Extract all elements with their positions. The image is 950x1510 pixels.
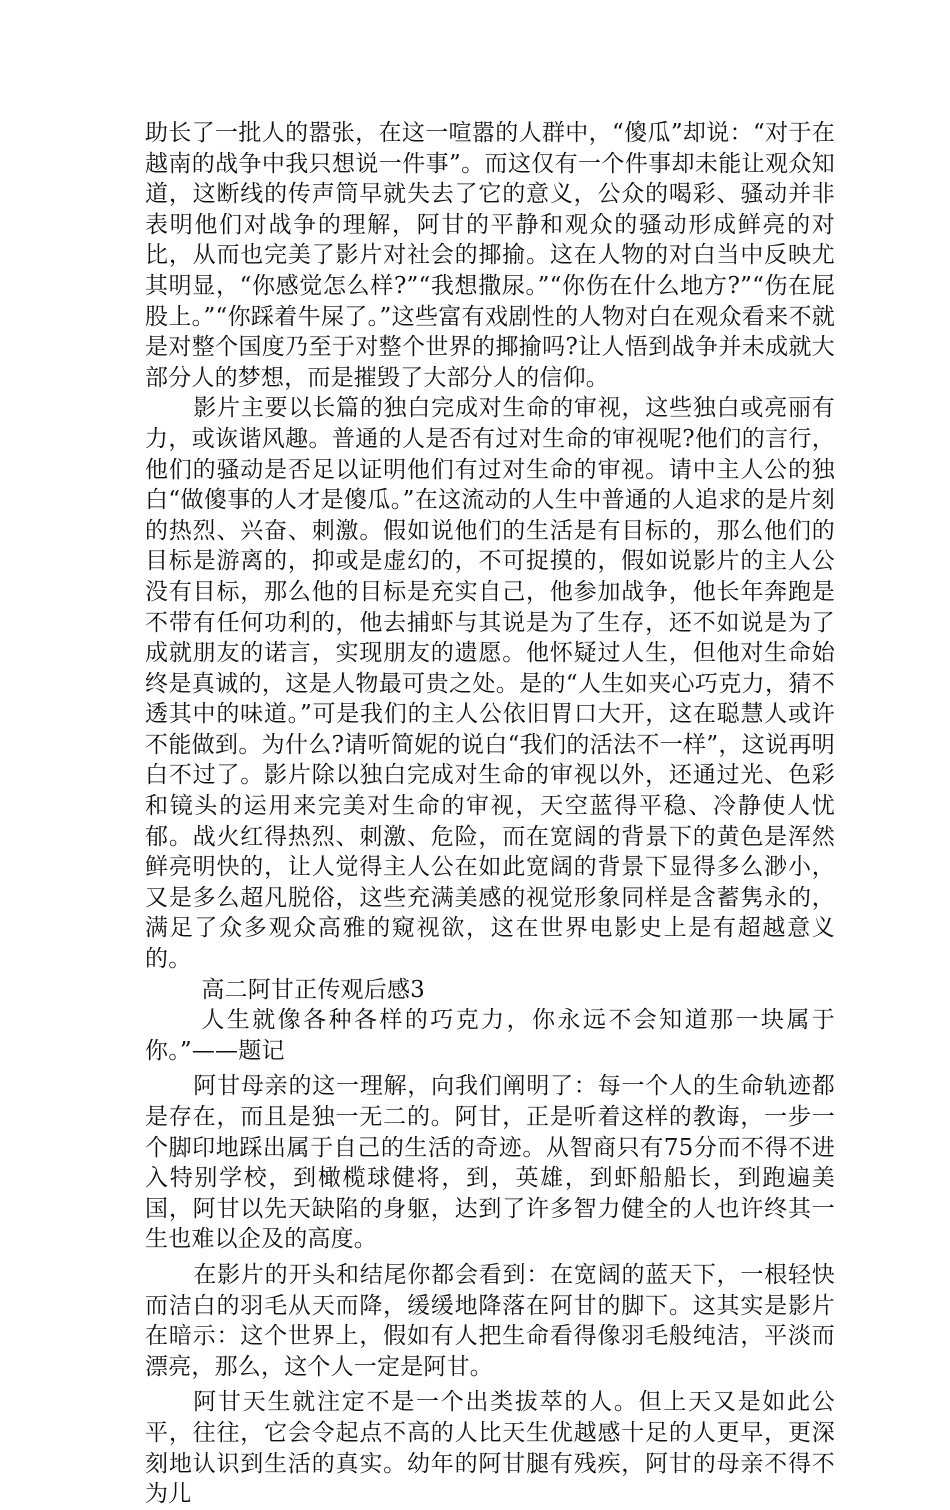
epigraph: 人生就像各种各样的巧克力，你永远不会知道那一块属于你。”——题记	[145, 1007, 835, 1064]
paragraph-continuation: 助长了一批人的嚣张，在这一喧嚣的人群中，“傻瓜”却说：“对于在越南的战争中我只想说一件事”。而这仅有一个件事却未能让观众知道，这断线的传声筒早就失去了它的意义，公众的喝彩、骚动并非表明他们对战争的理解，阿甘的平静和观众的骚动形成鲜亮的对比，从而也完美了影片对社会的揶揄。这在人物的对白当中反映尤其明显，“你感觉怎么样?”“我想撒尿。”“你伤在什么地方?”“伤在屁股上。”“你踩着牛屎了。”这些富有戏剧性的人物对白在观众看来不就是对整个国度乃至于对整个世界的揶揄吗?让人悟到战争并未成就大部分人的梦想，而是摧毁了大部分人的信仰。	[145, 120, 835, 391]
paragraph: 在影片的开头和结尾你都会看到：在宽阔的蓝天下，一根轻快而洁白的羽毛从天而降，缓缓地降落在阿甘的脚下。这其实是影片在暗示：这个世界上，假如有人把生命看得像羽毛般纯洁，平淡而漂亮，那么，这个人一定是阿甘。	[145, 1261, 835, 1380]
document-body	[145, 118, 835, 1510]
section-heading: 高二阿甘正传观后感3	[201, 976, 425, 1003]
paragraph: 阿甘母亲的这一理解，向我们阐明了：每一个人的生命轨迹都是存在，而且是独一无二的。阿甘，正是听着这样的教诲，一步一个脚印地踩出属于自己的生活的奇迹。从智商只有75分而不得不进入特别学校，到橄榄球健将，到，英雄，到虾船船长，到跑遍美国，阿甘以先天缺陷的身躯，达到了许多智力健全的人也许终其一生也难以企及的高度。	[145, 1073, 835, 1253]
paragraph: 影片主要以长篇的独白完成对生命的审视，这些独白或亮丽有力，或诙谐风趣。普通的人是否有过对生命的审视呢?他们的言行，他们的骚动是否足以证明他们有过对生命的审视。请中主人公的独白“做傻事的人才是傻瓜。”在这流动的人生中普通的人追求的是片刻的热烈、兴奋、刺激。假如说他们的生活是有目标的，那么他们的目标是游离的，抑或是虚幻的，不可捉摸的，假如说影片的主人公没有目标，那么他的目标是充实自己，他参加战争，他长年奔跑是不带有任何功利的，他去捕虾与其说是为了生存，还不如说是为了成就朋友的诺言，实现朋友的遗愿。他怀疑过人生，但他对生命始终是真诚的，这是人物最可贵之处。是的“人生如夹心巧克力，猜不透其中的味道。”可是我们的主人公依旧胃口大开，这在聪慧人或许不能做到。为什么?请听简妮的说白“我们的活法不一样”，这说再明白不过了。影片除以独白完成对生命的审视以外，还通过光、色彩和镜头的运用来完美对生命的审视，天空蓝得平稳、冷静使人忧郁。战火红得热烈、刺激、危险，而在宽阔的背景下的黄色是浑然鲜亮明快的，让人觉得主人公在如此宽阔的背景下显得多么渺小，又是多么超凡脱俗，这些充满美感的视觉形象同样是含蓄隽永的，满足了众多观众高雅的窥视欲，这在世界电影史上是有超越意义的。	[145, 395, 835, 973]
paragraph: 阿甘天生就注定不是一个出类拔萃的人。但上天又是如此公平，往往，它会令起点不高的人比天生优越感十足的人更早，更深刻地认识到生活的真实。幼年的阿甘腿有残疾，阿甘的母亲不得不为儿	[145, 1389, 835, 1508]
